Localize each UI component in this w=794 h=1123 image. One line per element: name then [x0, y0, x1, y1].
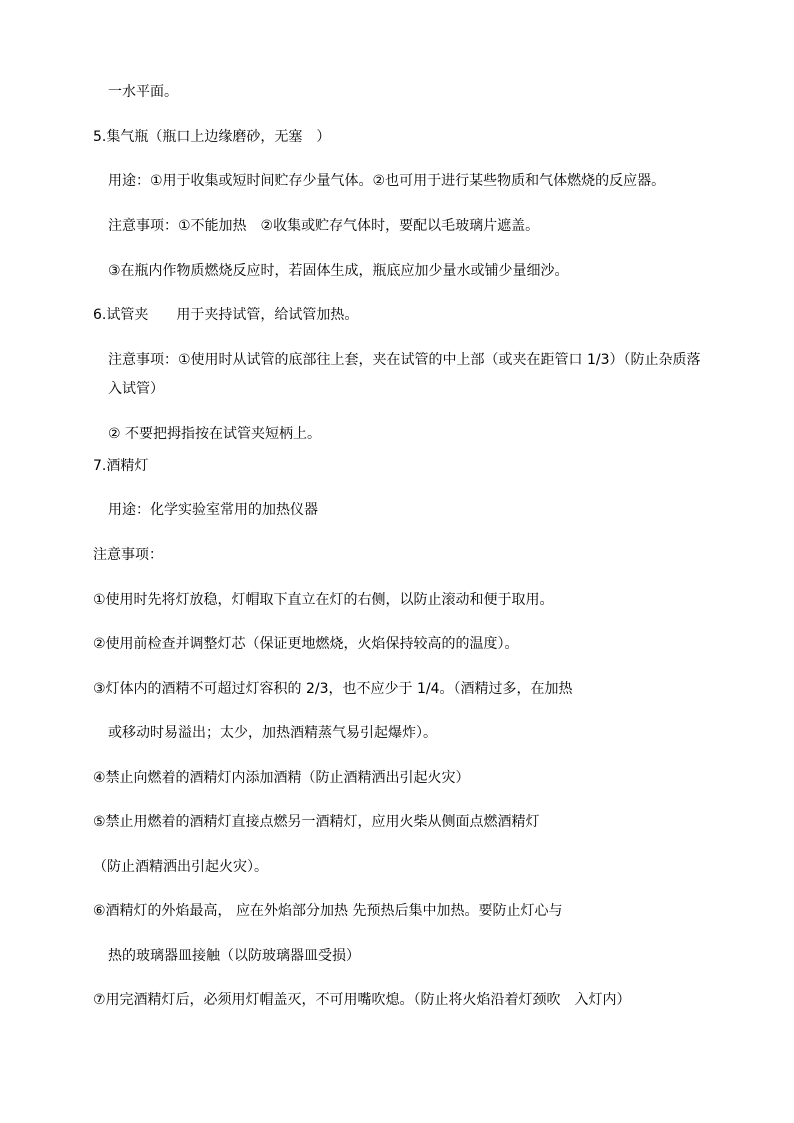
text-line-20: ⑥酒精灯的外焰最高， 应在外焰部分加热 先预热后集中加热。要防止灯心与	[93, 903, 563, 919]
text-line-11: 用途：化学实验室常用的加热仪器	[108, 502, 318, 518]
heading-test-tube-holder: 6.试管夹 用于夹持试管，给试管加热。	[93, 307, 359, 323]
text-line-14: ②使用前检查并调整灯芯（保证更地燃烧，火焰保持较高的的温度）。	[93, 636, 519, 652]
text-line-5: ③在瓶内作物质燃烧反应时，若固体生成，瓶底应加少量水或铺少量细沙。	[108, 263, 569, 279]
text-line-12: 注意事项：	[93, 547, 163, 563]
text-line-1: 一水平面。	[108, 84, 178, 100]
text-line-8: 入试管）	[108, 381, 164, 397]
text-line-22: ⑦用完酒精灯后，必须用灯帽盖灭，不可用嘴吹熄。（防止将火焰沿着灯颈吹 入灯内）	[93, 992, 631, 1008]
text-line-19: （防止酒精洒出引起火灾）。	[93, 859, 268, 875]
text-line-4: 注意事项：①不能加热 ②收集或贮存气体时，要配以毛玻璃片遮盖。	[108, 218, 540, 234]
heading-alcohol-lamp: 7.酒精灯	[93, 458, 149, 474]
text-line-7: 注意事项：①使用时从试管的底部往上套，夹在试管的中上部（或夹在距管口 1/3）（防止杂质落	[108, 352, 701, 368]
text-line-15: ③灯体内的酒精不可超过灯容积的 2/3，也不应少于 1/4。（酒精过多，在加热	[93, 681, 573, 697]
text-line-17: ④禁止向燃着的酒精灯内添加酒精（防止酒精洒出引起火灾）	[93, 770, 470, 786]
text-line-16: 或移动时易溢出；太少，加热酒精蒸气易引起爆炸）。	[108, 725, 437, 741]
text-line-13: ①使用时先将灯放稳，灯帽取下直立在灯的右侧，以防止滚动和便于取用。	[93, 592, 554, 608]
text-line-18: ⑤禁止用燃着的酒精灯直接点燃另一酒精灯，应用火柴从侧面点燃酒精灯	[93, 814, 540, 830]
text-line-21: 热的玻璃器皿接触（以防玻璃器皿受损）	[108, 948, 360, 964]
text-line-9: ② 不要把拇指按在试管夹短柄上。	[108, 426, 322, 442]
heading-gas-jar: 5.集气瓶（瓶口上边缘磨砂，无塞 ）	[93, 129, 331, 145]
text-line-3: 用途：①用于收集或短时间贮存少量气体。②也可用于进行某些物质和气体燃烧的反应器。	[108, 173, 666, 189]
